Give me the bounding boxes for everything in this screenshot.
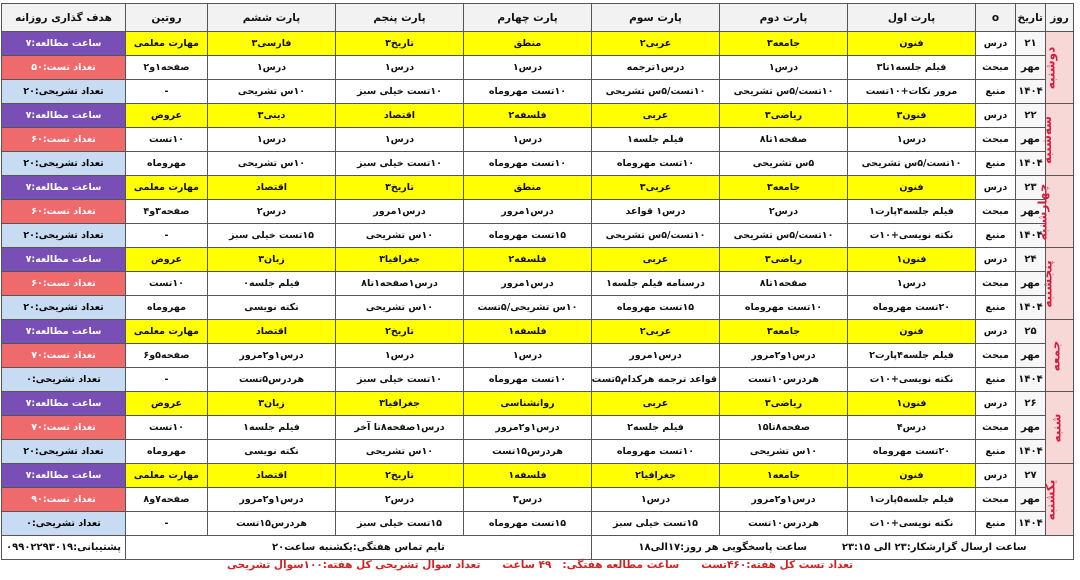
row-type-cell: مبحث xyxy=(976,200,1016,224)
routine-cell: صفحه۱و۲ xyxy=(126,56,208,80)
part-cell: هردرس۱۰تست xyxy=(720,368,848,392)
plan-row xyxy=(2,176,1074,200)
part-cell: درس۱و۲مرور xyxy=(720,488,848,512)
part-cell: فیلم جلسه۵پارت۱ xyxy=(848,488,976,512)
day-name xyxy=(1040,248,1074,320)
part-cell: قواعد ترجمه هرکدام۵تست xyxy=(592,368,720,392)
row-type-cell: درس xyxy=(976,176,1016,200)
weekly-study-plan xyxy=(6,3,1074,560)
part-cell: جامعه۱ xyxy=(720,464,848,488)
part-cell: درس۱ xyxy=(848,272,976,296)
routine-cell: صفحه۳و۴ xyxy=(126,200,208,224)
part-cell: درس۱ xyxy=(464,56,592,80)
part-cell: منطق xyxy=(464,32,592,56)
part-cell: درس۱ xyxy=(720,56,848,80)
part-cell: عربی۲ xyxy=(592,320,720,344)
goal-cell: تعداد تست:۶۰ xyxy=(2,272,126,296)
routine-cell: ۱۰تست xyxy=(126,128,208,152)
part-cell: ریاضی۳ xyxy=(720,392,848,416)
row-type-cell: منبع xyxy=(976,152,1016,176)
part-cell: درس۱مرور xyxy=(592,344,720,368)
part-cell: ۱۵تست خیلی سبز xyxy=(336,512,464,536)
routine-cell: مهارت معلمی xyxy=(126,32,208,56)
row-type-cell: منبع xyxy=(976,296,1016,320)
part-cell: اقتصاد xyxy=(336,104,464,128)
part-cell: درس۱مرور xyxy=(464,200,592,224)
date-cell: ۱۴۰۴ xyxy=(1016,368,1046,392)
goal-cell: تعداد تشریحی:۰ xyxy=(2,368,126,392)
plan-row xyxy=(2,512,1074,536)
routine-cell: ۱۰تست xyxy=(126,416,208,440)
part-cell: فلسفه۲ xyxy=(464,104,592,128)
row-type-cell: مبحث xyxy=(976,344,1016,368)
part-cell: هردرس۱۵تست xyxy=(208,512,336,536)
header-row xyxy=(2,4,1074,32)
header-date: تاریخ xyxy=(1016,4,1046,32)
part-cell: درس۱و۲مرور xyxy=(208,488,336,512)
goal-cell: تعداد تشریحی:۰ xyxy=(2,512,126,536)
part-cell: فلسفه۱ xyxy=(464,464,592,488)
part-cell: نکته نویسی xyxy=(208,296,336,320)
part-cell: درس۱ xyxy=(464,344,592,368)
part-cell: عربی۲ xyxy=(592,32,720,56)
plan-row xyxy=(2,272,1074,296)
part-cell: درس۱و۲مرور xyxy=(720,344,848,368)
part-cell: ۱۰تست/۵س تشریحی xyxy=(848,152,976,176)
part-cell: درس۲ xyxy=(208,200,336,224)
header-part-3: پارت سوم xyxy=(592,4,720,32)
row-type-cell: درس xyxy=(976,248,1016,272)
part-cell: صفحه۱تا۸ xyxy=(720,128,848,152)
part-cell: ۱۰س تشریحی xyxy=(336,296,464,320)
part-cell: درس۱و۲مرور xyxy=(464,416,592,440)
part-cell: نکته نویسی xyxy=(208,440,336,464)
row-type-cell: منبع xyxy=(976,80,1016,104)
part-cell: فنون xyxy=(848,32,976,56)
plan-row xyxy=(2,104,1074,128)
plan-row xyxy=(2,80,1074,104)
part-cell: فیلم جلسه۴پارت۲ xyxy=(848,344,976,368)
part-cell: عربی xyxy=(592,392,720,416)
date-cell: ۱۴۰۴ xyxy=(1016,152,1046,176)
plan-row xyxy=(2,296,1074,320)
routine-cell: - xyxy=(126,224,208,248)
day-name xyxy=(1035,176,1074,248)
part-cell: درسنامه فیلم جلسه۱ xyxy=(592,272,720,296)
goal-cell: ساعت مطالعه:۷ xyxy=(2,464,126,488)
date-cell: ۱۴۰۴ xyxy=(1016,512,1046,536)
part-cell: درس۳ xyxy=(464,488,592,512)
part-cell: هردرس۵تست xyxy=(208,368,336,392)
part-cell: مرور نکات+۱۰تست xyxy=(848,80,976,104)
part-cell: ۱۵تست مهروماه xyxy=(592,296,720,320)
part-cell: فنون۳ xyxy=(848,104,976,128)
day-name-label: شنبه xyxy=(1049,413,1064,442)
goal-cell: تعداد تشریحی:۲۰ xyxy=(2,440,126,464)
part-cell: جامعه۳ xyxy=(720,320,848,344)
date-cell: ۲۶ xyxy=(1016,392,1046,416)
part-cell: صفحه۱تا۸ xyxy=(720,272,848,296)
row-type-cell: منبع xyxy=(976,368,1016,392)
part-cell: درس۱ xyxy=(592,488,720,512)
part-cell: زبان۳ xyxy=(208,248,336,272)
part-cell: عربی xyxy=(592,248,720,272)
routine-cell: مهارت معلمی xyxy=(126,464,208,488)
part-cell: هردرس۱۰تست xyxy=(720,512,848,536)
goal-cell: تعداد تست:۵۰ xyxy=(2,56,126,80)
row-type-cell: منبع xyxy=(976,224,1016,248)
part-cell: درس۱ قواعد xyxy=(592,200,720,224)
part-cell: درس۱صفحه۱تا۸ xyxy=(336,272,464,296)
part-cell: ۱۰س تشریحی xyxy=(720,440,848,464)
answer-time: ساعت پاسخگویی هر روز:۱۷الی۱۸ xyxy=(638,542,808,553)
date-cell: مهر xyxy=(1016,128,1046,152)
part-cell: جامعه۳ xyxy=(720,176,848,200)
part-cell: اقتصاد xyxy=(208,464,336,488)
part-cell: ۱۵تست مهروماه xyxy=(464,512,592,536)
part-cell: نکته نویسی+۱۰ت xyxy=(848,224,976,248)
part-cell: ۱۰س تشریحی xyxy=(208,80,336,104)
part-cell: ۱۰تست خیلی سبز xyxy=(336,152,464,176)
part-cell: تاریخ۲ xyxy=(336,320,464,344)
part-cell: جغرافیا۲ xyxy=(592,464,720,488)
row-type-cell: درس xyxy=(976,320,1016,344)
goal-cell: تعداد تست:۶۰ xyxy=(2,128,126,152)
part-cell: فلسفه۱ xyxy=(464,320,592,344)
part-cell: تاریخ۳ xyxy=(336,32,464,56)
plan-table xyxy=(1,3,1074,560)
plan-row xyxy=(2,320,1074,344)
date-cell: مهر xyxy=(1016,56,1046,80)
part-cell: درس۱مرور xyxy=(464,272,592,296)
row-type-cell: مبحث xyxy=(976,488,1016,512)
routine-cell: صفحه۵و۶ xyxy=(126,344,208,368)
part-cell: تاریخ۳ xyxy=(336,176,464,200)
routine-cell: عروض xyxy=(126,104,208,128)
header-type: o xyxy=(976,4,1016,32)
part-cell: ۱۰تست/۵س تشریحی xyxy=(720,80,848,104)
date-cell: مهر xyxy=(1016,416,1046,440)
report-time: ساعت ارسال گزارشکار:۲۳ الی ۲۳:۱۵ xyxy=(841,542,1027,553)
part-cell: درس۱ xyxy=(336,128,464,152)
plan-row xyxy=(2,416,1074,440)
part-cell: درس۱و۲مرور xyxy=(208,344,336,368)
plan-row xyxy=(2,128,1074,152)
part-cell: درس۴ xyxy=(848,416,976,440)
part-cell: عربی۳ xyxy=(592,176,720,200)
header-goal: هدف گذاری روزانه xyxy=(2,4,126,32)
part-cell: ۱۵تست مهروماه xyxy=(464,224,592,248)
routine-cell: عروض xyxy=(126,392,208,416)
part-cell: فلسفه۲ xyxy=(464,248,592,272)
part-cell: ۱۰تست مهروماه xyxy=(464,152,592,176)
row-type-cell: مبحث xyxy=(976,416,1016,440)
date-cell: مهر xyxy=(1016,488,1046,512)
plan-body xyxy=(2,32,1074,536)
part-cell: روانشناسی xyxy=(464,392,592,416)
part-cell: ۲۰تست مهروماه xyxy=(848,440,976,464)
part-cell: ۱۵تست خیلی سبز xyxy=(208,224,336,248)
part-cell: منطق xyxy=(464,176,592,200)
day-name xyxy=(1043,464,1074,536)
date-cell: ۲۱ xyxy=(1016,32,1046,56)
routine-cell: ۱۰تست xyxy=(126,272,208,296)
weekly-hours-value: ۴۹ ساعت xyxy=(502,559,552,571)
routine-cell: مهارت معلمی xyxy=(126,176,208,200)
header-part-1: پارت اول xyxy=(848,4,976,32)
part-cell: ۱۰تست مهروماه xyxy=(720,296,848,320)
weekly-hours xyxy=(502,559,679,571)
header-part-4: پارت چهارم xyxy=(464,4,592,32)
row-type-cell: درس xyxy=(976,464,1016,488)
part-cell: درس۱مرور xyxy=(336,200,464,224)
goal-cell: ساعت مطالعه:۷ xyxy=(2,320,126,344)
plan-row xyxy=(2,56,1074,80)
goal-cell: تعداد تست:۷۰ xyxy=(2,344,126,368)
part-cell: درس۱ xyxy=(464,128,592,152)
part-cell: جغرافیا۳ xyxy=(336,392,464,416)
date-cell: ۱۴۰۴ xyxy=(1016,296,1046,320)
part-cell: ۱۰تست/۵س تشریحی xyxy=(720,224,848,248)
part-cell: ۲۰تست مهروماه xyxy=(848,296,976,320)
goal-cell: تعداد تست:۷۰ xyxy=(2,416,126,440)
part-cell: ریاضی۳ xyxy=(720,104,848,128)
part-cell: نکته نویسی+۱۰ت xyxy=(848,512,976,536)
date-cell: ۱۴۰۴ xyxy=(1016,224,1046,248)
part-cell: ۱۰س تشریحی xyxy=(336,224,464,248)
row-type-cell: منبع xyxy=(976,440,1016,464)
day-name-label: سه‌شنبه xyxy=(1040,115,1055,164)
part-cell: ۱۰تست مهروماه xyxy=(464,80,592,104)
goal-cell: ساعت مطالعه:۷ xyxy=(2,176,126,200)
plan-row xyxy=(2,248,1074,272)
header-part-6: پارت ششم xyxy=(208,4,336,32)
routine-cell: مهروماه xyxy=(126,440,208,464)
part-cell: درس۱صفحه۸تا آخر xyxy=(336,416,464,440)
day-name-label: یکشنبه xyxy=(1043,479,1058,520)
part-cell: درس۱ xyxy=(336,56,464,80)
row-type-cell: درس xyxy=(976,392,1016,416)
part-cell: اقتصاد xyxy=(208,320,336,344)
total-descriptive: تعداد سوال تشریحی کل هفته:۱۰۰سوال تشریحی xyxy=(226,559,481,571)
part-cell: هردرس۱۵تست xyxy=(464,440,592,464)
part-cell: فیلم جلسه۱ xyxy=(592,128,720,152)
routine-cell: صفحه۷و۸ xyxy=(126,488,208,512)
plan-row xyxy=(2,224,1074,248)
row-type-cell: درس xyxy=(976,32,1016,56)
support-phone: پشتیبانی:۰۹۹۰۲۲۹۳۰۱۹ xyxy=(2,536,126,560)
part-cell: درس۱ترجمه xyxy=(592,56,720,80)
goal-cell: تعداد تست:۶۰ xyxy=(2,200,126,224)
row-type-cell: مبحث xyxy=(976,56,1016,80)
day-name xyxy=(1040,104,1074,176)
part-cell: ۱۰تست مهروماه xyxy=(592,440,720,464)
header-routine: روتین xyxy=(126,4,208,32)
routine-cell: عروض xyxy=(126,248,208,272)
part-cell: ۱۰تست/۵س تشریحی xyxy=(592,224,720,248)
day-name-label: چهارشنبه xyxy=(1035,183,1050,240)
weekly-contact: تایم تماس هفتگی:یکشنبه ساعت۲۰ xyxy=(126,536,592,560)
goal-cell: ساعت مطالعه:۷ xyxy=(2,392,126,416)
part-cell: فنون۱ xyxy=(848,392,976,416)
part-cell: ۵س تشریحی xyxy=(720,152,848,176)
goal-cell: تعداد تشریحی:۲۰ xyxy=(2,224,126,248)
day-name xyxy=(1046,320,1074,392)
part-cell: درس۲ xyxy=(720,200,848,224)
part-cell: صفحه۸تا۱۵ xyxy=(720,416,848,440)
part-cell: ۱۰تست/۵س تشریحی xyxy=(592,80,720,104)
date-cell: ۲۴ xyxy=(1016,248,1046,272)
plan-row xyxy=(2,392,1074,416)
plan-row xyxy=(2,32,1074,56)
goal-cell: تعداد تشریحی:۲۰ xyxy=(2,152,126,176)
part-cell: ۱۵تست خیلی سبز xyxy=(592,512,720,536)
date-cell: ۲۳ xyxy=(1016,176,1046,200)
plan-row xyxy=(2,440,1074,464)
part-cell: ریاضی۳ xyxy=(720,248,848,272)
date-cell: مهر xyxy=(1016,344,1046,368)
routine-cell: مهروماه xyxy=(126,296,208,320)
part-cell: فنون xyxy=(848,176,976,200)
part-cell: اقتصاد xyxy=(208,176,336,200)
part-cell: درس۱ xyxy=(848,128,976,152)
part-cell: فیلم جلسه۱تا۳ xyxy=(848,56,976,80)
date-cell: ۱۴۰۴ xyxy=(1016,440,1046,464)
part-cell: فارسی۳ xyxy=(208,32,336,56)
routine-cell: - xyxy=(126,512,208,536)
header-part-2: پارت دوم xyxy=(720,4,848,32)
row-type-cell: درس xyxy=(976,104,1016,128)
header-part-5: پارت پنجم xyxy=(336,4,464,32)
part-cell: جغرافیا۳ xyxy=(336,248,464,272)
goal-cell: تعداد تشریحی:۲۰ xyxy=(2,296,126,320)
part-cell: ۱۰تست خیلی سبز xyxy=(336,368,464,392)
part-cell: فیلم جلسه۴پارت۱ xyxy=(848,200,976,224)
routine-cell: مهارت معلمی xyxy=(126,320,208,344)
part-cell: فنون xyxy=(848,320,976,344)
goal-cell: ساعت مطالعه:۷ xyxy=(2,248,126,272)
plan-row xyxy=(2,152,1074,176)
routine-cell: مهروماه xyxy=(126,152,208,176)
part-cell: درس۱ xyxy=(336,344,464,368)
routine-cell: - xyxy=(126,368,208,392)
plan-row xyxy=(2,200,1074,224)
part-cell: درس۱ xyxy=(208,56,336,80)
date-cell: مهر xyxy=(1016,272,1046,296)
part-cell: عربی xyxy=(592,104,720,128)
plan-row xyxy=(2,464,1074,488)
part-cell: فیلم جلسه۱ xyxy=(208,416,336,440)
part-cell: ۱۰تست مهروماه xyxy=(464,368,592,392)
part-cell: فیلم جلسه۰ xyxy=(208,272,336,296)
day-name xyxy=(1046,392,1074,464)
part-cell: ۱۰تست مهروماه xyxy=(592,152,720,176)
part-cell: زبان۳ xyxy=(208,392,336,416)
part-cell: درس۲ xyxy=(336,488,464,512)
date-cell: ۲۵ xyxy=(1016,320,1046,344)
day-name xyxy=(1042,32,1074,104)
date-cell: ۲۷ xyxy=(1016,464,1046,488)
date-cell: ۲۲ xyxy=(1016,104,1046,128)
row-type-cell: مبحث xyxy=(976,128,1016,152)
weekly-hours-label: ساعت مطالعه هفتگی: xyxy=(562,559,680,571)
row-type-cell: مبحث xyxy=(976,272,1016,296)
day-name-label: دوشنبه xyxy=(1042,46,1057,89)
part-cell: فیلم جلسه۲ xyxy=(592,416,720,440)
date-cell: ۱۴۰۴ xyxy=(1016,80,1046,104)
part-cell: فنون xyxy=(848,464,976,488)
goal-cell: ساعت مطالعه:۷ xyxy=(2,104,126,128)
part-cell: ۱۰س تشریحی xyxy=(208,152,336,176)
day-name-label: پنجشنبه xyxy=(1040,259,1055,308)
routine-cell: - xyxy=(126,80,208,104)
part-cell: ۱۰س تشریحی xyxy=(336,440,464,464)
part-cell: ۱۰تست خیلی سبز xyxy=(336,80,464,104)
part-cell: تاریخ۲ xyxy=(336,464,464,488)
part-cell: فنون۱ xyxy=(848,248,976,272)
goal-cell: ساعت مطالعه:۷ xyxy=(2,32,126,56)
plan-row xyxy=(2,488,1074,512)
part-cell: نکته نویسی+۱۰ت xyxy=(848,368,976,392)
plan-row xyxy=(2,344,1074,368)
row-type-cell: منبع xyxy=(976,512,1016,536)
part-cell: جامعه۳ xyxy=(720,32,848,56)
part-cell: ۱۰س تشریحی/۵تست xyxy=(464,296,592,320)
total-tests: تعداد تست کل هفته:۴۶۰تست xyxy=(701,559,854,571)
part-cell: دینی۳ xyxy=(208,104,336,128)
day-name-label: جمعه xyxy=(1048,340,1063,371)
weekly-summary xyxy=(6,552,1074,578)
plan-row xyxy=(2,368,1074,392)
date-cell: مهر xyxy=(1016,200,1046,224)
header-day: روز xyxy=(1046,4,1074,32)
goal-cell: تعداد تشریحی:۲۰ xyxy=(2,80,126,104)
goal-cell: تعداد تست:۹۰ xyxy=(2,488,126,512)
part-cell: درس۱ xyxy=(208,128,336,152)
